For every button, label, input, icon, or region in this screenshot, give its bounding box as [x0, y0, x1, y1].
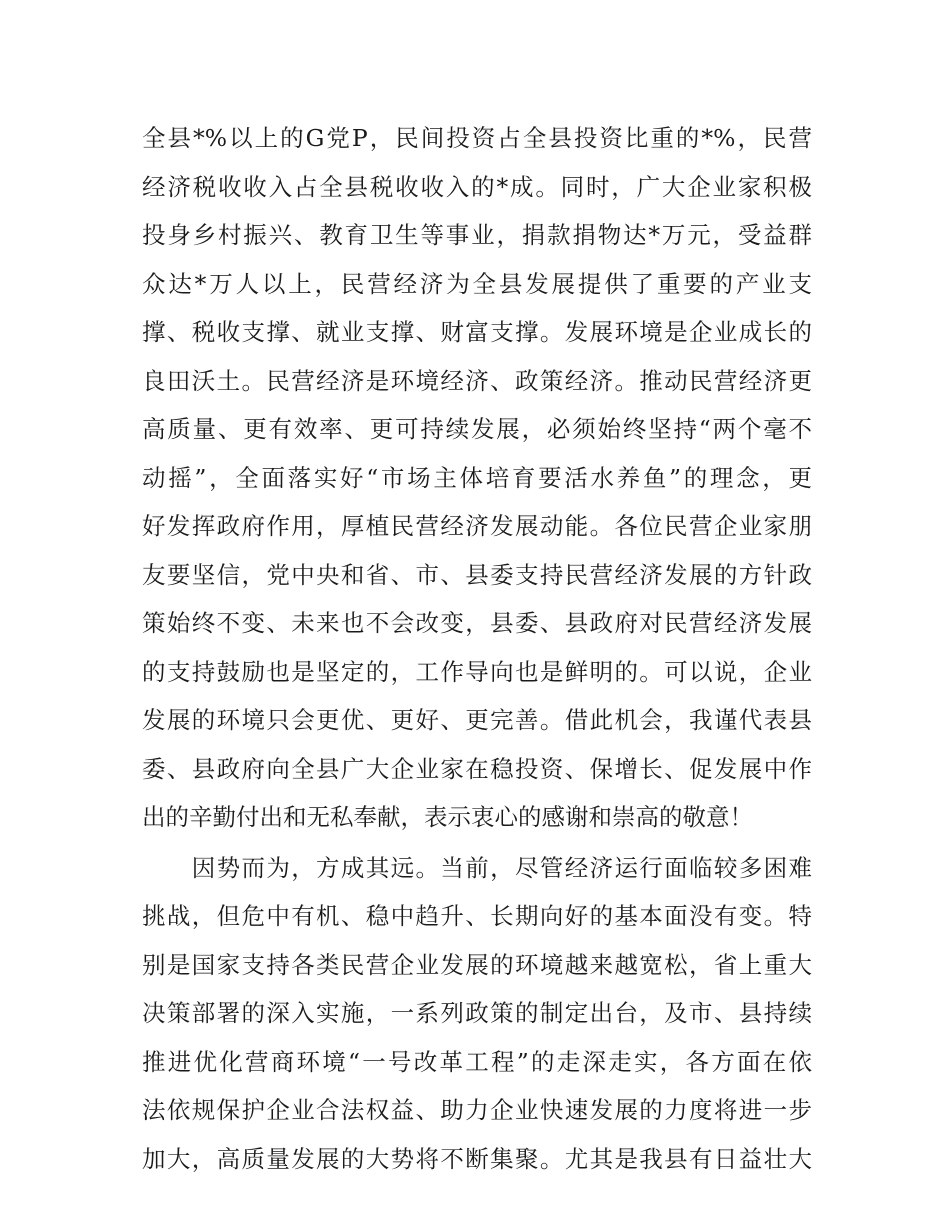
paragraph-1	[142, 114, 812, 842]
text-line: 高质量、更有效率、更可持续发展，必须始终坚持“两个毫不	[142, 415, 812, 443]
text-line: 别是国家支持各类民营企业发展的环境越来越宽松，省上重大	[142, 950, 812, 979]
text-line: 众达*万人以上，民营经济为全县发展提供了重要的产业支	[142, 269, 812, 298]
text-line: 投身乡村振兴、教育卫生等事业，捐款捐物达*万元，受益群	[142, 221, 812, 249]
text-line: 因势而为，方成其远。当前，尽管经济运行面临较多困难	[142, 853, 812, 882]
text-line: 经济税收收入占全县税收收入的*成。同时，广大企业家积极	[142, 172, 812, 201]
text-line: 的支持鼓励也是坚定的，工作导向也是鲜明的。可以说，企业	[142, 657, 812, 686]
text-line: 委、县政府向全县广大企业家在稳投资、保增长、促发展中作	[142, 754, 812, 783]
text-line: 全县*%以上的G党P，民间投资占全县投资比重的*%，民营	[142, 124, 812, 152]
text-line: 决策部署的深入实施，一系列政策的制定出台，及市、县持续	[142, 999, 812, 1027]
text-line: 法依规保护企业合法权益、助力企业快速发展的力度将进一步	[142, 1096, 812, 1124]
text-line: 挑战，但危中有机、稳中趋升、长期向好的基本面没有变。特	[142, 902, 812, 930]
text-line: 友要坚信，党中央和省、市、县委支持民营经济发展的方针政	[142, 560, 812, 589]
text-line: 撑、税收支撑、就业支撑、财富支撑。发展环境是企业成长的	[142, 318, 812, 346]
paragraph-2	[142, 844, 812, 1184]
text-line: 好发挥政府作用，厚植民营经济发展动能。各位民营企业家朋	[142, 512, 812, 540]
text-line: 推进优化营商环境“一号改革工程”的走深走实，各方面在依	[142, 1047, 812, 1076]
text-line: 良田沃土。民营经济是环境经济、政策经济。推动民营经济更	[142, 366, 812, 395]
text-line: 动摇”，全面落实好“市场主体培育要活水养鱼”的理念，更	[142, 463, 812, 492]
document-body	[142, 114, 812, 1183]
text-line: 加大，高质量发展的大势将不断集聚。尤其是我县有日益壮大	[142, 1144, 812, 1173]
text-line: 发展的环境只会更优、更好、更完善。借此机会，我谨代表县	[142, 706, 812, 734]
text-line: 出的辛勤付出和无私奉献，表示衷心的感谢和崇高的敬意！	[142, 803, 753, 831]
text-line: 策始终不变、未来也不会改变，县委、县政府对民营经济发展	[142, 609, 812, 637]
